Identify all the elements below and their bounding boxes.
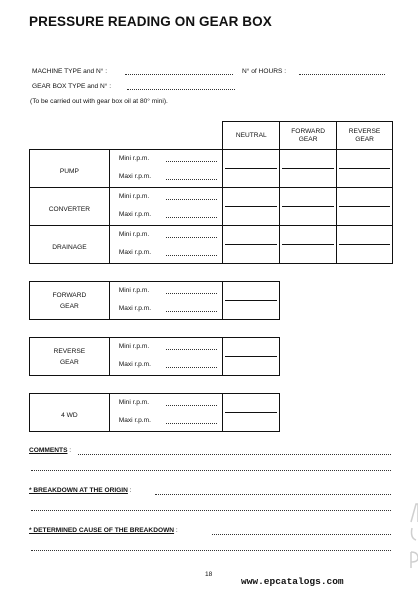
value-line [280,207,336,225]
row-label-reverse-line1: REVERSE [53,347,86,355]
breakdown-origin-label: * BREAKDOWN AT THE ORIGIN [29,487,128,494]
breakdown-origin-field-line1[interactable] [155,494,391,495]
mini-rpm-field[interactable] [166,199,217,200]
value-cell-neutral[interactable] [223,188,280,226]
table-row-reverse-gear [30,338,280,376]
table-row-4wd [30,394,280,432]
pressure-table [29,121,393,264]
value-line [280,227,336,245]
value-line [337,245,392,263]
comments-field-line1[interactable] [78,454,391,455]
mini-rpm-label: Mini r.p.m. [118,398,150,406]
value-line [337,189,392,207]
mini-rpm-line [110,395,223,413]
four-wd-table [29,393,280,432]
header-neutral-text: NEUTRAL [235,131,267,139]
watermark-fragment [408,502,418,579]
row-label-cell [30,150,110,188]
value-cell-forward[interactable] [280,226,337,264]
mini-rpm-label: Mini r.p.m. [118,192,150,200]
mini-rpm-field[interactable] [166,237,217,238]
breakdown-cause-label: * DETERMINED CAUSE OF THE BREAKDOWN [29,527,175,534]
value-line [223,413,279,431]
value-line [223,301,279,319]
rpm-cell [109,394,223,432]
row-label-pump: PUMP [59,167,79,175]
maxi-rpm-label: Maxi r.p.m. [118,360,152,368]
value-cell-reverse[interactable] [337,188,393,226]
header-reverse-line1: REVERSE [348,127,381,135]
value-cell[interactable] [223,282,280,320]
mini-rpm-label: Mini r.p.m. [118,342,150,350]
breakdown-origin-label-wrap: * BREAKDOWN AT THE ORIGIN : [29,487,132,494]
header-forward-gear [280,122,337,150]
row-label-cell [30,338,110,376]
header-forward-line2: GEAR [298,135,318,143]
row-label-drainage: DRAINAGE [52,243,87,251]
value-line [280,189,336,207]
value-cell-forward[interactable] [280,188,337,226]
value-cell-neutral[interactable] [223,150,280,188]
table-row-converter [30,188,393,226]
value-line [223,151,279,169]
page-number: 18 [205,571,213,578]
value-cell[interactable] [223,394,280,432]
value-line [337,151,392,169]
maxi-rpm-field[interactable] [166,255,217,256]
row-label-forward-line1: FORWARD [52,291,87,299]
value-line [280,169,336,187]
rpm-cell [109,188,222,226]
value-cell-reverse[interactable] [337,150,393,188]
maxi-rpm-line [110,413,223,431]
maxi-rpm-label: Maxi r.p.m. [118,210,152,218]
maxi-rpm-label: Maxi r.p.m. [118,172,152,180]
table-row-forward-gear [30,282,280,320]
rpm-cell [109,150,222,188]
table-row-drainage [30,226,393,264]
mini-rpm-line [110,151,222,169]
value-line [337,169,392,187]
row-label-cell [30,188,110,226]
breakdown-cause-label-wrap: * DETERMINED CAUSE OF THE BREAKDOWN : [29,527,178,534]
value-cell-forward[interactable] [280,150,337,188]
header-reverse-gear [337,122,393,150]
row-label-cell [30,394,110,432]
mini-rpm-field[interactable] [166,405,218,406]
mini-rpm-label: Mini r.p.m. [118,154,150,162]
value-line [337,207,392,225]
comments-label: COMMENTS [29,447,68,454]
header-neutral [223,122,280,150]
breakdown-cause-field-line1[interactable] [212,534,391,535]
maxi-rpm-label: Maxi r.p.m. [118,304,152,312]
gearbox-type-label: GEAR BOX TYPE and N° : [32,83,112,90]
gearbox-type-field[interactable] [127,89,235,90]
value-cell-reverse[interactable] [337,226,393,264]
maxi-rpm-line [110,357,222,375]
value-line [223,245,279,263]
maxi-rpm-field[interactable] [166,217,217,218]
table-row-pump [30,150,393,188]
value-line [223,395,279,413]
mini-rpm-line [110,227,222,245]
breakdown-origin-field-line2[interactable] [31,510,391,511]
maxi-rpm-line [110,207,222,225]
comments-label-wrap: COMMENTS : [29,447,72,454]
machine-type-field[interactable] [125,74,233,75]
maxi-rpm-field[interactable] [166,367,217,368]
row-label-converter: CONVERTER [48,205,91,213]
maxi-rpm-label: Maxi r.p.m. [118,248,152,256]
mini-rpm-line [110,339,222,357]
maxi-rpm-line [110,245,222,263]
hours-label: N° of HOURS : [242,68,287,75]
maxi-rpm-field[interactable] [166,179,217,180]
value-line [223,339,279,357]
comments-field-line2[interactable] [31,470,391,471]
hours-field[interactable] [299,74,385,75]
mini-rpm-label: Mini r.p.m. [118,230,150,238]
oil-temperature-note: (To be carried out with gear box oil at 80° mini). [30,98,168,105]
row-label-forward-line2: GEAR [60,302,79,310]
row-label-cell [30,282,110,320]
forward-gear-table [29,281,280,320]
mini-rpm-field[interactable] [166,349,217,350]
mini-rpm-field[interactable] [166,293,217,294]
mini-rpm-line [110,283,222,301]
rpm-cell [109,338,222,376]
maxi-rpm-line [110,301,222,319]
machine-type-label: MACHINE TYPE and N° : [32,68,108,75]
maxi-rpm-field[interactable] [166,423,218,424]
row-label-4wd: 4 WD [61,411,78,419]
value-line [280,151,336,169]
row-label-reverse-line2: GEAR [60,358,79,366]
breakdown-cause-field-line2[interactable] [31,550,391,551]
header-forward-line1: FORWARD [291,127,325,135]
value-line [223,189,279,207]
mini-rpm-field[interactable] [166,161,217,162]
mini-rpm-label: Mini r.p.m. [118,286,150,294]
value-line [337,227,392,245]
value-cell-neutral[interactable] [223,226,280,264]
row-label-cell [30,226,110,264]
value-line [223,169,279,187]
value-line [223,357,279,375]
value-line [223,227,279,245]
maxi-rpm-line [110,169,222,187]
value-cell[interactable] [223,338,280,376]
footer-url[interactable]: www.epcatalogs.com [241,576,344,587]
header-reverse-line2: GEAR [355,135,374,143]
reverse-gear-table [29,337,280,376]
page-title: PRESSURE READING ON GEAR BOX [29,14,272,29]
value-line [223,207,279,225]
value-line [280,245,336,263]
rpm-cell [109,282,222,320]
watermark-shape-icon [408,502,418,572]
pressure-table-header [30,122,393,150]
mini-rpm-line [110,189,222,207]
value-line [223,283,279,301]
maxi-rpm-label: Maxi r.p.m. [118,416,151,424]
rpm-cell [109,226,222,264]
maxi-rpm-field[interactable] [166,311,217,312]
